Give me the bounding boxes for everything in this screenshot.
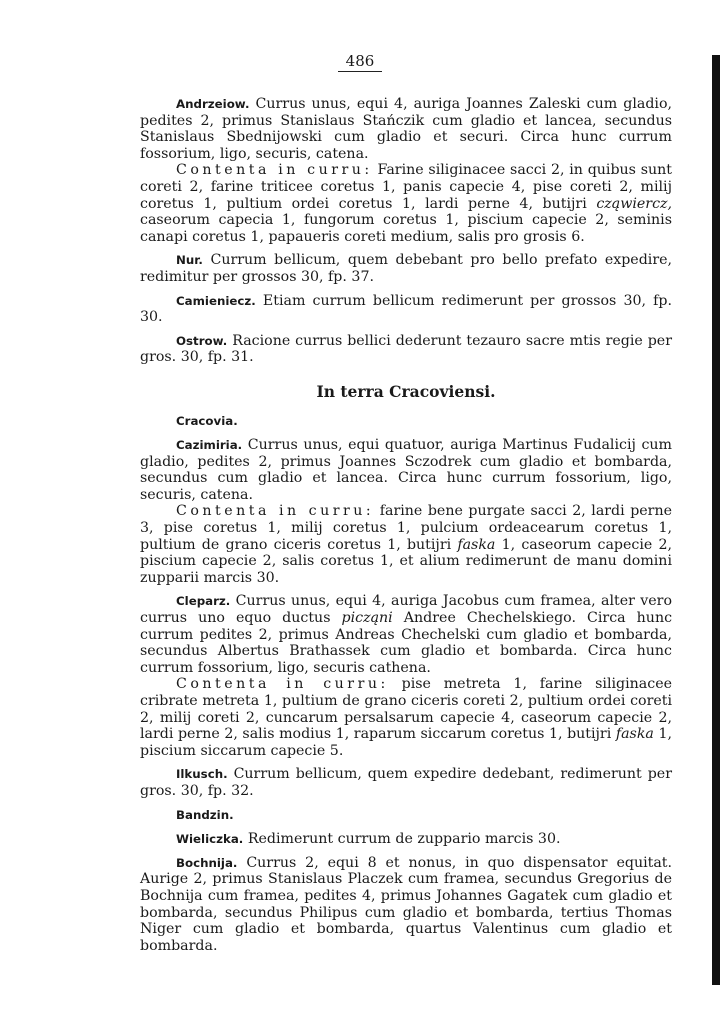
section-heading: In terra Cracoviensi. (316, 381, 496, 401)
paragraph-ostrow: Ostrow. Racione currus bellici dederunt tezauro sacre mtis regie per gros. 30, fp. 31. (140, 332, 672, 366)
subheading-cracovia: Cracovia. (176, 413, 238, 428)
contenta-andrzeiow: Contenta in curru: Farine siliginacee sacci 2, in quibus sunt coreti 2, farine triticee coretus 1, panis capecie 4, pise coreti 2, milij coretus 1, pultium ordei coretus 1, lardi perne 4, butijri cząwiercz, caseorum capecia 1, fungorum coretus 1, piscium capecie 2, seminis canapi coretus 1, papaueris coreti medium, salis pro grosis 6. (140, 162, 673, 245)
paragraph-ilkusch: Ilkusch. Currum bellicum, quem expedire dedebant, redimerunt per gros. 30, fp. 32. (140, 766, 672, 799)
contenta-cazimiria: Contenta in curru: farine bene purgate sacci 2, lardi perne 3, pise coretus 1, milij coretus 1, pulcium ordeacearum coretus 1, pultium de grano ciceris coretus 1, butijri faska 1, caseorum capecie 2, piscium capecie 2, salis coretus 1, et alium redimerunt de manu domini zupparii marcis 30. (140, 503, 672, 586)
paragraph-cazimiria: Cazimiria. Currus unus, equi quatuor, auriga Martinus Fudalicij cum gladio, pedites 2, primus Joannes Sczodrek cum gladio et bombarda, secundus cum gladio et lancea. Circa hunc currum fossorium, ligo, securis, catena. (140, 437, 672, 503)
paragraph-cleparz: Cleparz. Currus unus, equi 4, auriga Jacobus cum framea, alter vero currus uno equo ductus picząni Andree Chechelskiego. Circa hunc currum pedites 2, primus Andreas Chechelski cum gladio et bombarda, secundus Albertus Brathassek cum gladio et bombarda. Circa hunc currum fossorium, ligo, securis cathena. (140, 593, 673, 676)
paragraph-bochnija: Bochnija. Currus 2, equi 8 et nonus, in quo dispensator equitat. Aurige 2, primus Stanislaus Placzek cum framea, secundus Gregorius de Bochnija cum framea, pedites 4, primus Johannes Gagatek cum gladio et bombarda, secundus Philipus cum gladio et bombarda, tertius Thomas Niger cum gladio et bombarda, quartus Valentinus cum gladio et bombarda. (140, 854, 672, 954)
paragraph-andrzeiow: Andrzeiow. Currus unus, equi 4, auriga Joannes Zaleski cum gladio, pedites 2, primus Stanislaus Stańczik cum gladio et lancea, secundus Stanislaus Sbednijowski cum gladio et securi. Circa hunc currum fossorium, ligo, securis, catena. (140, 96, 672, 162)
document-body (140, 96, 672, 961)
paragraph-nur: Nur. Currum bellicum, quem debebant pro bello prefato expedire, redimitur per grossos 30, fp. 37. (140, 252, 673, 285)
place-name: Andrzeiow. (176, 97, 250, 111)
paragraph-wieliczka: Wieliczka. Redimerunt currum de zuppario marcis 30. (176, 831, 561, 848)
page-number: 486 (0, 52, 720, 72)
subheading-bandzin: Bandzin. (176, 807, 234, 822)
contenta-cleparz: Contenta in curru: pise metreta 1, farine siliginacee cribrate metreta 1, pultium de grano ciceris coreti 2, pultium ordei coreti 2, milij coreti 2, cuncarum persalsarum capecie 4, caseorum capecie 2, lardi perne 2, salis modius 1, raparum siccarum coretus 1, butijri faska 1, piscium siccarum capecie 5. (140, 676, 673, 759)
page-edge-shadow (712, 55, 720, 985)
paragraph-camieniecz: Camieniecz. Etiam currum bellicum redimerunt per grossos 30, fp. 30. (140, 292, 672, 326)
